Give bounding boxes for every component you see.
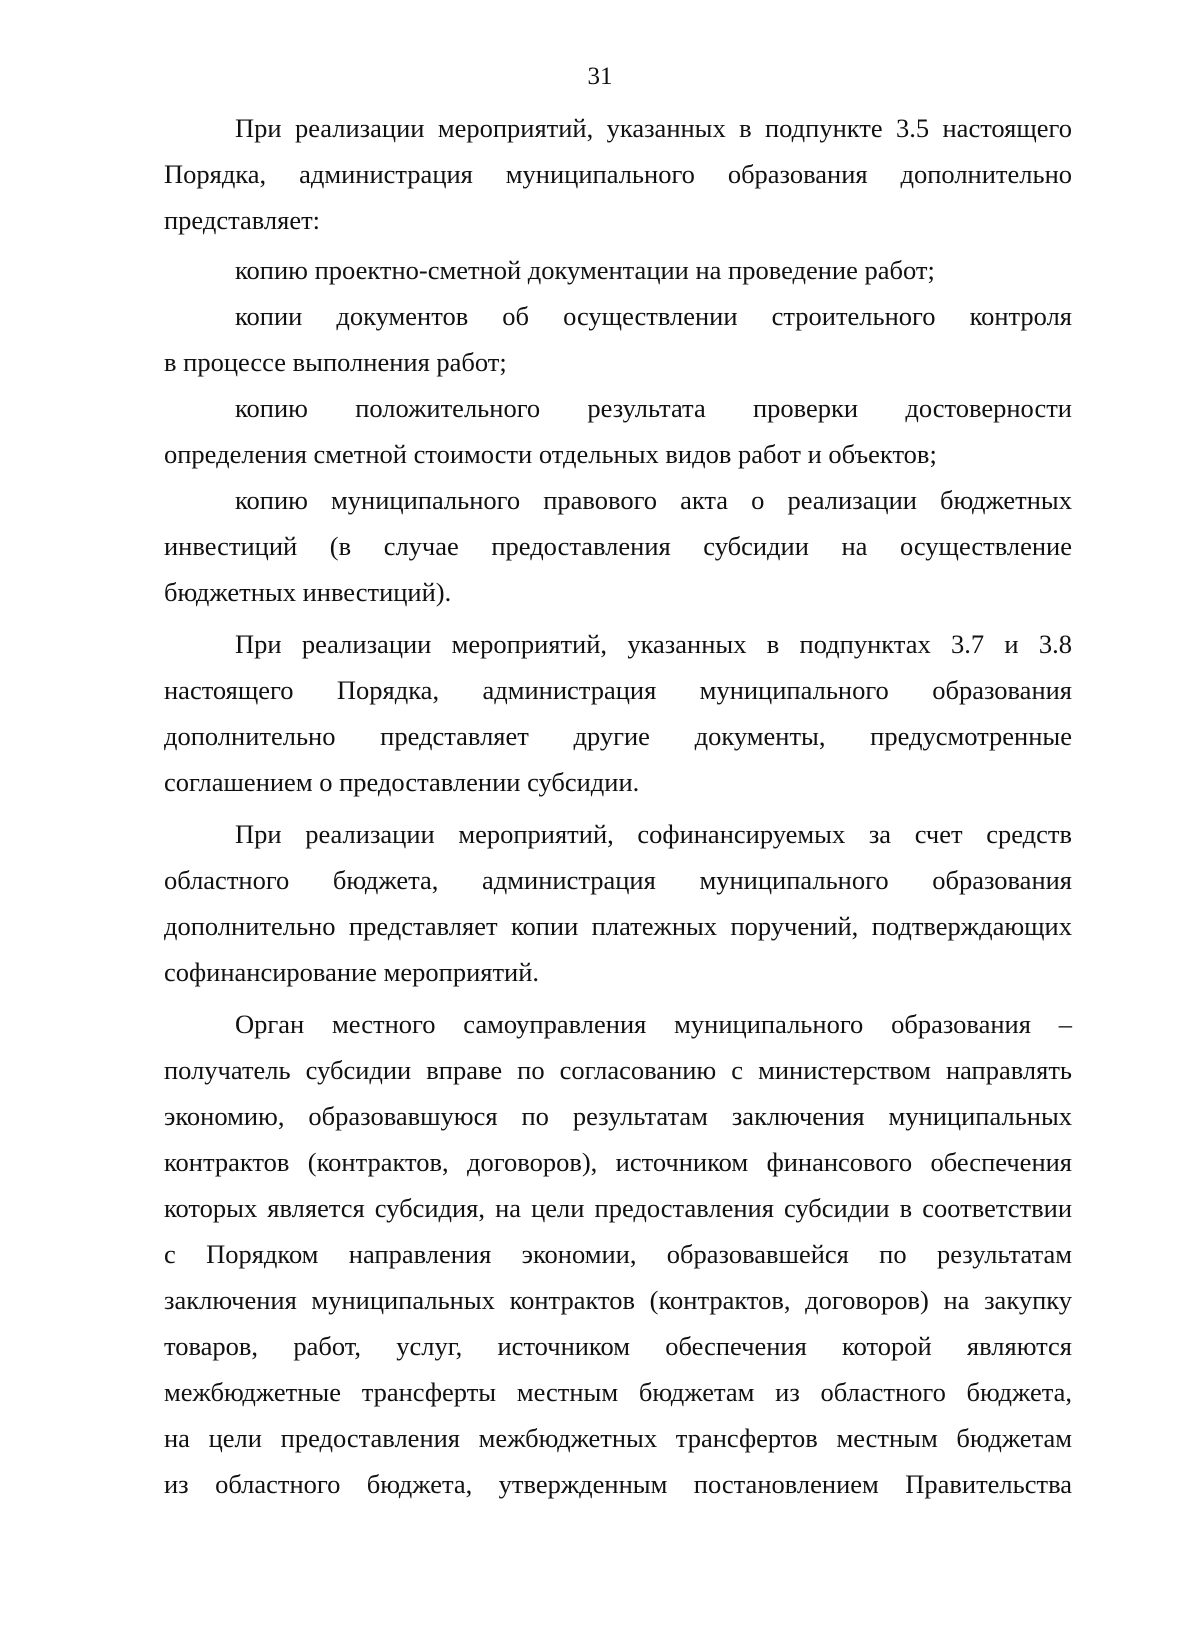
text-line: областного бюджета, администрация муниципального образования	[164, 865, 1072, 895]
text-line: дополнительно представляет другие документы, предусмотренные	[164, 721, 1072, 751]
paragraph-3-5-documents	[164, 105, 1072, 243]
list-item-project-docs	[164, 247, 1072, 293]
text-line: бюджетных инвестиций).	[164, 577, 452, 607]
text-line: копии документов об осуществлении строительного контроля	[235, 301, 1072, 331]
paragraph-cofinancing	[164, 811, 1072, 995]
text-line: При реализации мероприятий, указанных в подпунктах 3.7 и 3.8	[235, 629, 1072, 659]
text-line: копию муниципального правового акта о реализации бюджетных	[235, 485, 1072, 515]
text-line: соглашением о предоставлении субсидии.	[164, 767, 640, 797]
text-line: представляет:	[164, 205, 321, 235]
page-number: 31	[587, 63, 613, 90]
list-item-legal-act	[164, 477, 1072, 615]
text-line: инвестиций (в случае предоставления субсидии на осуществление	[164, 531, 1072, 561]
document-body	[164, 105, 1072, 1507]
list-item-construction-control	[164, 293, 1072, 385]
text-line: Порядка, администрация муниципального образования дополнительно	[164, 159, 1072, 189]
text-line: экономию, образовавшуюся по результатам заключения муниципальных	[164, 1101, 1072, 1131]
text-line: которых является субсидия, на цели предоставления субсидии в соответствии	[164, 1193, 1072, 1223]
list-item-cost-verification	[164, 385, 1072, 477]
text-line: с Порядком направления экономии, образовавшейся по результатам	[164, 1239, 1072, 1269]
text-line: копию проектно-сметной документации на проведение работ;	[235, 255, 935, 285]
text-line: из областного бюджета, утвержденным постановлением Правительства	[164, 1469, 1072, 1499]
text-line: При реализации мероприятий, софинансируемых за счет средств	[235, 819, 1072, 849]
text-line: настоящего Порядка, администрация муниципального образования	[164, 675, 1072, 705]
text-line: дополнительно представляет копии платежных поручений, подтверждающих	[164, 911, 1072, 941]
text-line: софинансирование мероприятий.	[164, 957, 540, 987]
text-line: в процессе выполнения работ;	[164, 347, 507, 377]
text-line: контрактов (контрактов, договоров), источником финансового обеспечения	[164, 1147, 1072, 1177]
text-line: заключения муниципальных контрактов (контрактов, договоров) на закупку	[164, 1285, 1072, 1315]
text-line: получатель субсидии вправе по согласованию с министерством направлять	[164, 1055, 1072, 1085]
text-line: межбюджетные трансферты местным бюджетам из областного бюджета,	[164, 1377, 1072, 1407]
text-line: определения сметной стоимости отдельных видов работ и объектов;	[164, 439, 937, 469]
text-line: копию положительного результата проверки достоверности	[235, 393, 1072, 423]
text-line: товаров, работ, услуг, источником обеспечения которой являются	[164, 1331, 1072, 1361]
text-line: При реализации мероприятий, указанных в подпункте 3.5 настоящего	[235, 113, 1072, 143]
text-line: Орган местного самоуправления муниципального образования –	[235, 1009, 1072, 1039]
paragraph-3-7-3-8-documents	[164, 621, 1072, 805]
text-line: на цели предоставления межбюджетных трансфертов местным бюджетам	[164, 1423, 1072, 1453]
paragraph-savings-redirection	[164, 1001, 1072, 1507]
